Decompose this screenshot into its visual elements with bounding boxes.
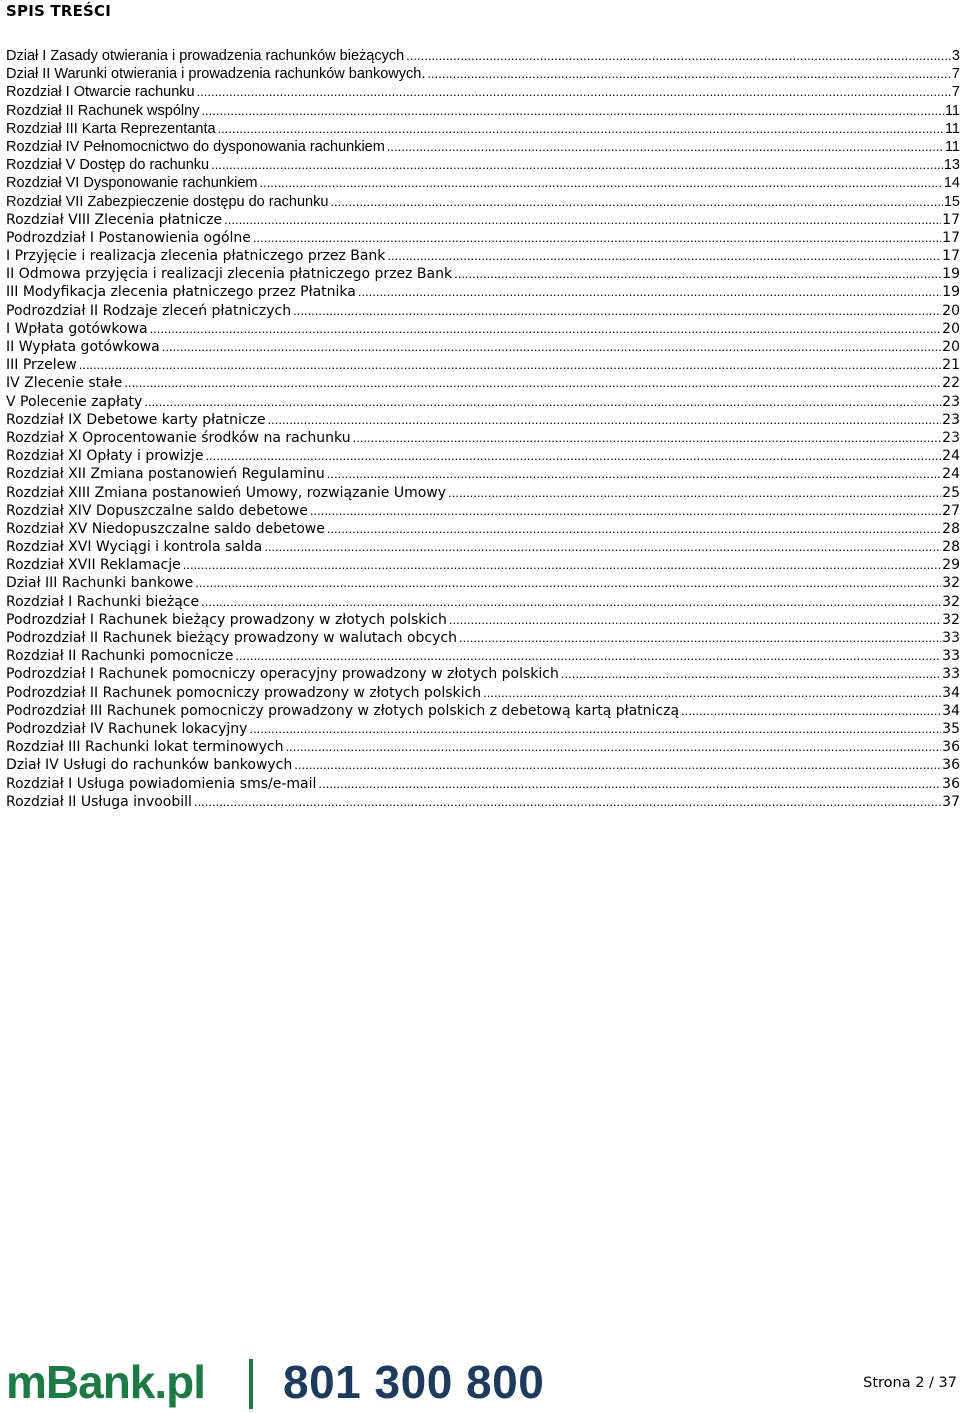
toc-dot-leader [150,320,942,338]
toc-dot-leader [327,465,941,483]
table-of-contents [6,47,960,811]
toc-entry-page-number: 36 [942,775,960,792]
toc-entry[interactable] [6,83,960,101]
toc-dot-leader [427,65,951,83]
toc-entry-page-number: 28 [942,539,960,556]
toc-entry[interactable] [6,611,960,629]
toc-entry-title: Podrozdział I Rachunek pomocniczy operacyjny prowadzony w złotych polskich [6,666,559,683]
toc-entry[interactable] [6,193,960,211]
toc-entry[interactable] [6,174,960,192]
toc-dot-leader [195,574,941,592]
toc-dot-leader [224,211,941,229]
toc-entry[interactable] [6,665,960,683]
toc-entry-page-number: 35 [942,720,960,737]
toc-entry-page-number: 17 [942,248,960,265]
toc-entry-title: Rozdział III Karta Reprezentanta [6,120,216,137]
toc-dot-leader [249,720,941,738]
toc-entry-page-number: 11 [944,120,960,137]
toc-dot-leader [201,593,941,611]
toc-entry-title: Podrozdział I Rachunek bieżący prowadzony w złotych polskich [6,611,447,628]
toc-dot-leader [235,647,941,665]
hotline-number: 801 300 800 [283,1356,545,1408]
toc-entry-page-number: 23 [942,429,960,446]
toc-dot-leader [294,756,941,774]
toc-entry[interactable] [6,393,960,411]
toc-entry-page-number: 28 [942,520,960,537]
toc-entry-title: Rozdział XVII Reklamacje [6,557,181,574]
toc-entry-page-number: 19 [942,266,960,283]
toc-entry[interactable] [6,102,960,120]
toc-dot-leader [330,193,942,211]
toc-entry-title: Rozdział I Rachunki bieżące [6,593,200,610]
toc-entry-title: Rozdział V Dostęp do rachunku [6,157,210,174]
toc-entry-title: Podrozdział II Rodzaje zleceń płatniczych [6,302,292,319]
toc-entry[interactable] [6,320,960,338]
toc-entry-title: IV Zlecenie stałe [6,375,123,392]
toc-entry-page-number: 11 [944,138,960,155]
toc-dot-leader [253,229,941,247]
toc-entry-page-number: 22 [942,375,960,392]
toc-entry[interactable] [6,265,960,283]
toc-dot-leader [124,374,941,392]
toc-entry-title: I Wpłata gotówkowa [6,320,148,337]
toc-entry-page-number: 33 [942,666,960,683]
toc-entry[interactable] [6,738,960,756]
toc-entry-title: V Polecenie zapłaty [6,393,143,410]
toc-entry[interactable] [6,538,960,556]
toc-dot-leader [293,302,941,320]
toc-dot-leader [201,102,944,120]
toc-entry[interactable] [6,520,960,538]
toc-entry[interactable] [6,793,960,811]
toc-entry-page-number: 11 [944,102,960,119]
toc-entry-title: Rozdział III Rachunki lokat terminowych [6,739,284,756]
toc-dot-leader [162,338,941,356]
toc-entry-title: Podrozdział III Rachunek pomocniczy prowadzony w złotych polskich z debetową kartą płatniczą [6,702,680,719]
toc-entry-title: Rozdział VI Dysponowanie rachunkiem [6,175,258,192]
toc-entry[interactable] [6,684,960,702]
toc-entry-page-number: 20 [942,339,960,355]
toc-entry-title: Rozdział X Oprocentowanie środków na rachunku [6,429,351,446]
toc-entry[interactable] [6,374,960,392]
toc-entry-title: Rozdział I Usługa powiadomienia sms/e-mail [6,775,317,792]
toc-entry-title: Rozdział I Otwarcie rachunku [6,84,195,101]
page-title: SPIS TREŚCI [6,2,112,20]
toc-entry[interactable] [6,356,960,374]
toc-entry-title: Rozdział VIII Zlecenia płatnicze [6,211,223,228]
toc-entry[interactable] [6,465,960,483]
toc-entry[interactable] [6,302,960,320]
toc-entry-page-number: 27 [942,502,960,519]
toc-entry-title: III Przelew [6,357,77,374]
toc-entry-page-number: 36 [942,757,960,774]
page-footer [0,1350,960,1413]
toc-dot-leader [387,247,941,265]
toc-entry[interactable] [6,484,960,502]
toc-dot-leader [327,520,941,538]
toc-dot-leader [454,265,941,283]
toc-dot-leader [79,356,941,374]
toc-entry[interactable] [6,756,960,774]
toc-entry[interactable] [6,556,960,574]
toc-entry-page-number: 20 [942,320,960,337]
toc-entry-title: Rozdział XI Opłaty i prowizje [6,448,204,465]
toc-entry[interactable] [6,447,960,465]
toc-entry-page-number: 7 [951,66,960,83]
toc-entry[interactable] [6,156,960,174]
toc-entry-page-number: 20 [942,302,960,319]
toc-entry[interactable] [6,65,960,83]
toc-entry-title: Podrozdział II Rachunek bieżący prowadzony w walutach obcych [6,630,457,646]
toc-entry-title: Rozdział XII Zmiana postanowień Regulaminu [6,466,325,483]
toc-entry-title: Dział III Rachunki bankowe [6,575,194,592]
toc-entry-page-number: 34 [942,684,960,701]
toc-dot-leader [459,629,941,647]
toc-entry-page-number: 24 [942,448,960,465]
toc-entry-page-number: 15 [943,193,960,210]
toc-dot-leader [681,702,941,720]
toc-entry-title: Rozdział VII Zabezpieczenie dostępu do rachunku [6,193,329,210]
toc-entry[interactable] [6,338,960,356]
toc-dot-leader [387,138,944,156]
toc-entry[interactable] [6,629,960,647]
toc-entry-title: Rozdział XIV Dopuszczalne saldo debetowe [6,502,308,519]
toc-entry-page-number: 13 [943,157,960,174]
toc-entry-page-number: 32 [942,593,960,610]
toc-dot-leader [268,411,942,429]
toc-entry-page-number: 7 [951,84,960,101]
toc-entry-title: Rozdział XIII Zmiana postanowień Umowy, rozwiązanie Umowy [6,484,447,501]
toc-dot-leader [259,174,942,192]
toc-entry-page-number: 19 [942,284,960,301]
toc-dot-leader [183,556,941,574]
toc-dot-leader [144,393,941,411]
toc-entry-title: Rozdział II Usługa invoobill [6,793,192,810]
toc-entry[interactable] [6,411,960,429]
toc-entry[interactable] [6,702,960,720]
brand-logo: mBank.pl [6,1356,206,1408]
toc-dot-leader [318,775,941,793]
toc-dot-leader [310,502,941,520]
toc-entry-title: Rozdział IV Pełnomocnictwo do dysponowania rachunkiem [6,138,385,155]
toc-entry-title: Rozdział XV Niedopuszczalne saldo debetowe [6,520,325,537]
toc-entry-title: Rozdział II Rachunek wspólny [6,102,200,119]
toc-entry-page-number: 3 [951,48,960,64]
toc-entry[interactable] [6,247,960,265]
toc-entry[interactable] [6,647,960,665]
toc-entry-title: Dział IV Usługi do rachunków bankowych [6,757,293,774]
toc-entry-page-number: 23 [942,393,960,410]
toc-entry-page-number: 34 [942,702,960,719]
toc-entry[interactable] [6,138,960,156]
toc-entry-title: Podrozdział I Postanowienia ogólne [6,229,251,246]
toc-entry-page-number: 29 [942,557,960,574]
toc-entry[interactable] [6,283,960,301]
toc-entry-page-number: 24 [942,466,960,483]
toc-entry-page-number: 17 [942,211,960,228]
toc-entry[interactable] [6,720,960,738]
toc-dot-leader [264,538,941,556]
toc-entry[interactable] [6,574,960,592]
toc-entry-page-number: 33 [942,630,960,646]
toc-dot-leader [211,156,943,174]
toc-dot-leader [448,484,941,502]
toc-entry-title: III Modyfikacja zlecenia płatniczego przez Płatnika [6,284,356,301]
toc-entry-title: Rozdział XVI Wyciągi i kontrola salda [6,539,263,556]
toc-entry[interactable] [6,211,960,229]
toc-entry-page-number: 14 [943,175,960,192]
toc-entry-page-number: 36 [942,739,960,756]
toc-entry-title: II Odmowa przyjęcia i realizacji zlecenia płatniczego przez Bank [6,266,453,283]
toc-dot-leader [194,793,941,811]
toc-entry-page-number: 21 [942,357,960,374]
page-number: Strona 2 / 37 [863,1375,957,1391]
toc-entry[interactable] [6,593,960,611]
toc-dot-leader [449,611,941,629]
toc-entry-page-number: 17 [942,229,960,246]
toc-entry[interactable] [6,47,960,65]
toc-entry-title: Dział I Zasady otwierania i prowadzenia rachunków bieżących [6,48,405,64]
toc-entry-page-number: 33 [942,648,960,665]
toc-entry-title: Podrozdział II Rachunek pomocniczy prowadzony w złotych polskich [6,684,482,701]
toc-entry[interactable] [6,120,960,138]
toc-dot-leader [353,429,942,447]
toc-dot-leader [406,47,951,65]
toc-dot-leader [358,283,941,301]
toc-dot-leader [285,738,941,756]
toc-entry-page-number: 23 [942,411,960,428]
toc-entry-page-number: 37 [942,793,960,810]
toc-dot-leader [483,684,941,702]
toc-entry-page-number: 32 [942,575,960,592]
toc-entry-title: Rozdział II Rachunki pomocnicze [6,648,234,665]
toc-entry[interactable] [6,229,960,247]
toc-entry-title: Podrozdział IV Rachunek lokacyjny [6,720,248,737]
toc-entry-page-number: 25 [942,484,960,501]
toc-entry[interactable] [6,429,960,447]
toc-dot-leader [218,120,944,138]
toc-entry-title: II Wypłata gotówkowa [6,339,160,355]
toc-entry-title: Dział II Warunki otwierania i prowadzenia rachunków bankowych. [6,66,426,83]
toc-dot-leader [197,83,951,101]
toc-entry-title: Rozdział IX Debetowe karty płatnicze [6,411,266,428]
toc-dot-leader [561,665,941,683]
toc-entry-page-number: 32 [942,611,960,628]
toc-dot-leader [205,447,941,465]
toc-entry-title: I Przyjęcie i realizacja zlecenia płatniczego przez Bank [6,248,386,265]
footer-divider [249,1359,253,1409]
toc-entry[interactable] [6,775,960,793]
toc-entry[interactable] [6,502,960,520]
